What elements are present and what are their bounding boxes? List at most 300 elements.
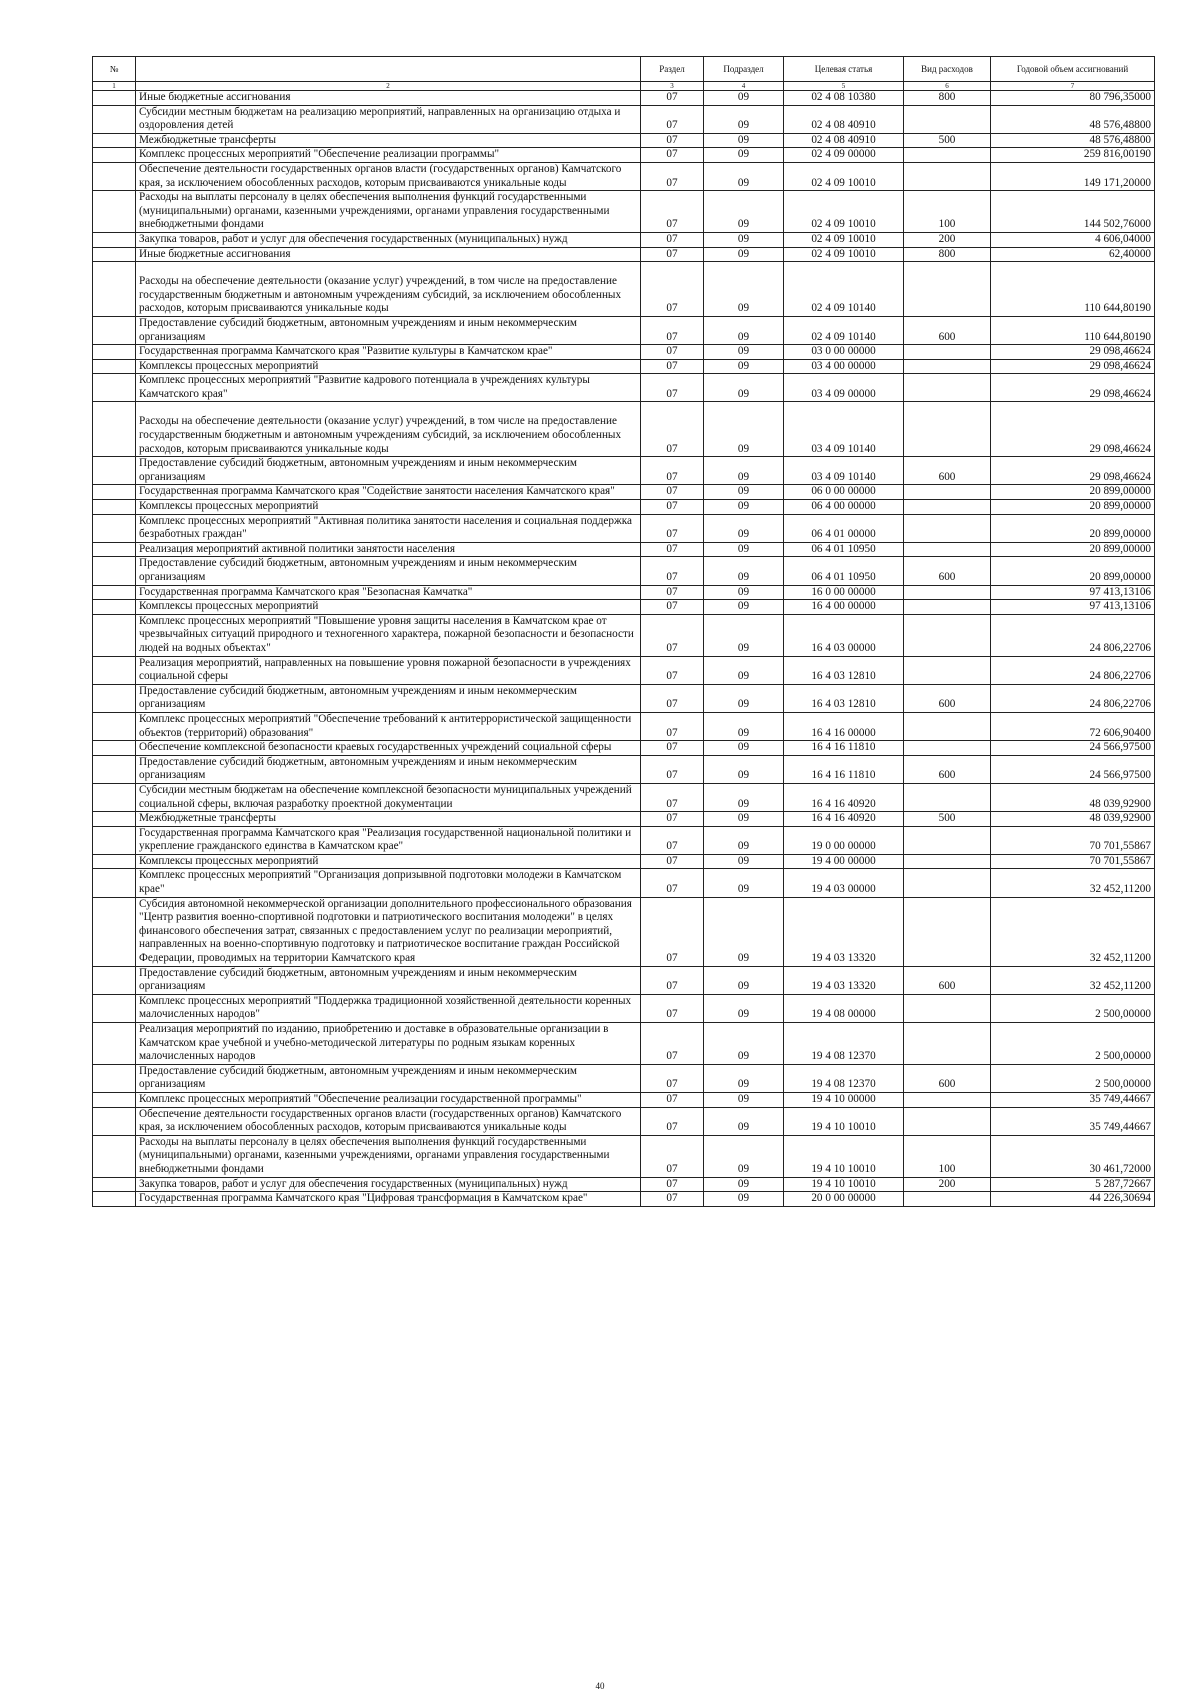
- row-subsection-cell: 09: [704, 345, 784, 360]
- row-exptype-cell: 600: [904, 316, 991, 344]
- row-name-cell: Государственная программа Камчатского края "Реализация государственной национальной политики и укрепление гражданского единства в Камчатском крае": [136, 826, 641, 854]
- row-exptype-cell: [904, 994, 991, 1022]
- row-target-cell: 19 4 08 00000: [784, 994, 904, 1022]
- row-exptype-cell: [904, 826, 991, 854]
- row-exptype-cell: [904, 1192, 991, 1207]
- row-target-cell: 19 4 03 00000: [784, 869, 904, 897]
- row-target-cell: 06 4 01 10950: [784, 542, 904, 557]
- table-header: [93, 57, 1155, 91]
- row-num-cell: [93, 500, 136, 515]
- row-name-cell: Комплекс процессных мероприятий "Организация допризывной подготовки молодежи в Камчатском крае": [136, 869, 641, 897]
- table-row: [93, 600, 1155, 615]
- row-amount-cell: 97 413,13106: [991, 600, 1155, 615]
- row-exptype-cell: [904, 585, 991, 600]
- row-target-cell: 02 4 09 10010: [784, 162, 904, 190]
- row-target-cell: 19 4 10 10010: [784, 1107, 904, 1135]
- row-exptype-cell: [904, 345, 991, 360]
- row-subsection-cell: 09: [704, 1092, 784, 1107]
- row-target-cell: 19 4 03 13320: [784, 897, 904, 966]
- page-number: 40: [595, 1681, 605, 1691]
- row-name-cell: Комплекс процессных мероприятий "Повышение уровня защиты населения в Камчатском крае от чрезвычайных ситуаций природного и техногенного характера, пожарной безопасности и безопасности людей на водных объектах": [136, 614, 641, 656]
- row-name-cell: Реализация мероприятий активной политики занятости населения: [136, 542, 641, 557]
- table-row: [93, 1107, 1155, 1135]
- row-section-cell: 07: [641, 133, 704, 148]
- row-subsection-cell: 09: [704, 374, 784, 402]
- row-name-cell: Обеспечение деятельности государственных органов власти (государственных органов) Камчатского края, за исключением обособленных расходов, которым присваиваются уникальные коды: [136, 1107, 641, 1135]
- row-amount-cell: 24 806,22706: [991, 684, 1155, 712]
- row-target-cell: 19 4 00 00000: [784, 854, 904, 869]
- row-amount-cell: 20 899,00000: [991, 557, 1155, 585]
- table-row: [93, 485, 1155, 500]
- table-row: [93, 656, 1155, 684]
- row-num-cell: [93, 262, 136, 317]
- row-section-cell: 07: [641, 826, 704, 854]
- row-name-cell: Расходы на обеспечение деятельности (оказание услуг) учреждений, в том числе на предоставление государственным бюджетным и автономным учреждениям субсидий, за исключением обособленных расходов, которым присваиваются уникальные коды: [136, 402, 641, 457]
- row-target-cell: 06 4 01 10950: [784, 557, 904, 585]
- row-num-cell: [93, 247, 136, 262]
- row-amount-cell: 32 452,11200: [991, 966, 1155, 994]
- row-amount-cell: 32 452,11200: [991, 869, 1155, 897]
- row-section-cell: 07: [641, 148, 704, 163]
- table-row: [93, 966, 1155, 994]
- row-target-cell: 03 4 09 00000: [784, 374, 904, 402]
- row-amount-cell: 144 502,76000: [991, 191, 1155, 233]
- header-section: Раздел: [641, 57, 704, 82]
- row-section-cell: 07: [641, 262, 704, 317]
- row-exptype-cell: [904, 869, 991, 897]
- table-row: [93, 1092, 1155, 1107]
- row-section-cell: 07: [641, 232, 704, 247]
- row-name-cell: Закупка товаров, работ и услуг для обеспечения государственных (муниципальных) нужд: [136, 232, 641, 247]
- table-row: [93, 897, 1155, 966]
- row-target-cell: 19 4 08 12370: [784, 1064, 904, 1092]
- header-colnum: 3: [641, 82, 704, 91]
- header-subsection: Подраздел: [704, 57, 784, 82]
- row-amount-cell: 20 899,00000: [991, 485, 1155, 500]
- row-target-cell: 02 4 09 10010: [784, 247, 904, 262]
- row-section-cell: 07: [641, 755, 704, 783]
- row-subsection-cell: 09: [704, 402, 784, 457]
- row-section-cell: 07: [641, 542, 704, 557]
- row-subsection-cell: 09: [704, 1107, 784, 1135]
- row-subsection-cell: 09: [704, 600, 784, 615]
- row-subsection-cell: 09: [704, 741, 784, 756]
- row-subsection-cell: 09: [704, 191, 784, 233]
- row-amount-cell: 72 606,90400: [991, 712, 1155, 740]
- row-num-cell: [93, 741, 136, 756]
- row-subsection-cell: 09: [704, 1192, 784, 1207]
- row-section-cell: 07: [641, 1107, 704, 1135]
- header-num: №: [93, 57, 136, 82]
- table-row: [93, 557, 1155, 585]
- row-target-cell: 02 4 08 40910: [784, 133, 904, 148]
- row-amount-cell: 29 098,46624: [991, 457, 1155, 485]
- table-row: [93, 345, 1155, 360]
- row-name-cell: Закупка товаров, работ и услуг для обеспечения государственных (муниципальных) нужд: [136, 1177, 641, 1192]
- row-amount-cell: 30 461,72000: [991, 1135, 1155, 1177]
- row-subsection-cell: 09: [704, 854, 784, 869]
- budget-table-sheet: [92, 56, 1154, 1207]
- budget-table: [92, 56, 1155, 1207]
- row-name-cell: Государственная программа Камчатского края "Цифровая трансформация в Камчатском крае": [136, 1192, 641, 1207]
- row-target-cell: 02 4 09 00000: [784, 148, 904, 163]
- row-subsection-cell: 09: [704, 585, 784, 600]
- row-target-cell: 03 4 00 00000: [784, 359, 904, 374]
- row-subsection-cell: 09: [704, 133, 784, 148]
- header-exptype: Вид расходов: [904, 57, 991, 82]
- row-amount-cell: 149 171,20000: [991, 162, 1155, 190]
- table-row: [93, 684, 1155, 712]
- row-amount-cell: 20 899,00000: [991, 514, 1155, 542]
- row-target-cell: 20 0 00 00000: [784, 1192, 904, 1207]
- row-exptype-cell: 500: [904, 812, 991, 827]
- row-target-cell: 16 4 03 12810: [784, 684, 904, 712]
- row-amount-cell: 2 500,00000: [991, 1064, 1155, 1092]
- row-section-cell: 07: [641, 500, 704, 515]
- row-num-cell: [93, 684, 136, 712]
- header-colnum: 7: [991, 82, 1155, 91]
- row-section-cell: 07: [641, 1177, 704, 1192]
- row-num-cell: [93, 1023, 136, 1065]
- row-target-cell: 02 4 09 10140: [784, 262, 904, 317]
- row-amount-cell: 29 098,46624: [991, 374, 1155, 402]
- row-subsection-cell: 09: [704, 457, 784, 485]
- row-subsection-cell: 09: [704, 656, 784, 684]
- row-name-cell: Реализация мероприятий, направленных на повышение уровня пожарной безопасности в учреждениях социальной сферы: [136, 656, 641, 684]
- row-subsection-cell: 09: [704, 485, 784, 500]
- header-colnum: 2: [136, 82, 641, 91]
- row-num-cell: [93, 485, 136, 500]
- row-exptype-cell: [904, 402, 991, 457]
- row-name-cell: Комплекс процессных мероприятий "Поддержка традиционной хозяйственной деятельности коренных малочисленных народов": [136, 994, 641, 1022]
- row-section-cell: 07: [641, 316, 704, 344]
- row-section-cell: 07: [641, 1135, 704, 1177]
- row-section-cell: 07: [641, 345, 704, 360]
- row-name-cell: Иные бюджетные ассигнования: [136, 91, 641, 106]
- row-num-cell: [93, 712, 136, 740]
- row-amount-cell: 48 039,92900: [991, 783, 1155, 811]
- row-name-cell: Расходы на обеспечение деятельности (оказание услуг) учреждений, в том числе на предоставление государственным бюджетным и автономным учреждениям субсидий, за исключением обособленных расходов, которым присваиваются уникальные коды: [136, 262, 641, 317]
- row-target-cell: 16 4 16 00000: [784, 712, 904, 740]
- row-exptype-cell: 100: [904, 191, 991, 233]
- row-subsection-cell: 09: [704, 897, 784, 966]
- row-subsection-cell: 09: [704, 557, 784, 585]
- row-subsection-cell: 09: [704, 542, 784, 557]
- row-exptype-cell: 600: [904, 457, 991, 485]
- row-subsection-cell: 09: [704, 148, 784, 163]
- row-num-cell: [93, 402, 136, 457]
- row-subsection-cell: 09: [704, 105, 784, 133]
- row-name-cell: Комплексы процессных мероприятий: [136, 500, 641, 515]
- row-num-cell: [93, 897, 136, 966]
- row-name-cell: Государственная программа Камчатского края "Развитие культуры в Камчатском крае": [136, 345, 641, 360]
- row-amount-cell: 35 749,44667: [991, 1092, 1155, 1107]
- row-num-cell: [93, 1092, 136, 1107]
- row-section-cell: 07: [641, 162, 704, 190]
- row-num-cell: [93, 1135, 136, 1177]
- row-num-cell: [93, 812, 136, 827]
- row-num-cell: [93, 614, 136, 656]
- row-amount-cell: 110 644,80190: [991, 262, 1155, 317]
- row-num-cell: [93, 457, 136, 485]
- row-exptype-cell: 100: [904, 1135, 991, 1177]
- row-num-cell: [93, 869, 136, 897]
- row-exptype-cell: [904, 897, 991, 966]
- row-num-cell: [93, 994, 136, 1022]
- row-section-cell: 07: [641, 402, 704, 457]
- table-row: [93, 500, 1155, 515]
- row-section-cell: 07: [641, 91, 704, 106]
- row-num-cell: [93, 345, 136, 360]
- row-section-cell: 07: [641, 105, 704, 133]
- row-subsection-cell: 09: [704, 91, 784, 106]
- row-name-cell: Комплекс процессных мероприятий "Обеспечение требований к антитеррористической защищенности объектов (территорий) образования": [136, 712, 641, 740]
- row-section-cell: 07: [641, 869, 704, 897]
- row-name-cell: Комплекс процессных мероприятий "Обеспечение реализации программы": [136, 148, 641, 163]
- table-row: [93, 316, 1155, 344]
- row-num-cell: [93, 826, 136, 854]
- header-colnum: 5: [784, 82, 904, 91]
- row-num-cell: [93, 1177, 136, 1192]
- table-row: [93, 162, 1155, 190]
- row-subsection-cell: 09: [704, 755, 784, 783]
- table-row: [93, 812, 1155, 827]
- row-subsection-cell: 09: [704, 826, 784, 854]
- table-row: [93, 1064, 1155, 1092]
- row-name-cell: Межбюджетные трансферты: [136, 812, 641, 827]
- row-section-cell: 07: [641, 514, 704, 542]
- row-num-cell: [93, 374, 136, 402]
- row-exptype-cell: [904, 262, 991, 317]
- row-section-cell: 07: [641, 191, 704, 233]
- row-name-cell: Реализация мероприятий по изданию, приобретению и доставке в образовательные организации в Камчатском крае учебной и учебно-методической литературы по родным языкам коренных малочисленных народов: [136, 1023, 641, 1065]
- row-amount-cell: 70 701,55867: [991, 826, 1155, 854]
- row-name-cell: Государственная программа Камчатского края "Содействие занятости населения Камчатского края": [136, 485, 641, 500]
- row-num-cell: [93, 755, 136, 783]
- row-target-cell: 02 4 09 10140: [784, 316, 904, 344]
- row-exptype-cell: [904, 162, 991, 190]
- header-colnum: 1: [93, 82, 136, 91]
- row-target-cell: 02 4 09 10010: [784, 191, 904, 233]
- row-amount-cell: 24 566,97500: [991, 741, 1155, 756]
- row-num-cell: [93, 656, 136, 684]
- row-name-cell: Комплекс процессных мероприятий "Развитие кадрового потенциала в учреждениях культуры Камчатского края": [136, 374, 641, 402]
- row-target-cell: 02 4 08 10380: [784, 91, 904, 106]
- row-section-cell: 07: [641, 966, 704, 994]
- row-amount-cell: 29 098,46624: [991, 345, 1155, 360]
- row-exptype-cell: [904, 712, 991, 740]
- header-name: [136, 57, 641, 82]
- row-subsection-cell: 09: [704, 1135, 784, 1177]
- row-amount-cell: 4 606,04000: [991, 232, 1155, 247]
- row-subsection-cell: 09: [704, 994, 784, 1022]
- row-amount-cell: 97 413,13106: [991, 585, 1155, 600]
- table-row: [93, 191, 1155, 233]
- row-amount-cell: 29 098,46624: [991, 402, 1155, 457]
- row-exptype-cell: 800: [904, 91, 991, 106]
- row-target-cell: 06 0 00 00000: [784, 485, 904, 500]
- table-row: [93, 91, 1155, 106]
- row-target-cell: 16 4 16 11810: [784, 741, 904, 756]
- row-target-cell: 16 0 00 00000: [784, 585, 904, 600]
- row-exptype-cell: [904, 514, 991, 542]
- row-subsection-cell: 09: [704, 316, 784, 344]
- row-subsection-cell: 09: [704, 232, 784, 247]
- row-name-cell: Государственная программа Камчатского края "Безопасная Камчатка": [136, 585, 641, 600]
- table-row: [93, 1135, 1155, 1177]
- row-subsection-cell: 09: [704, 684, 784, 712]
- row-num-cell: [93, 148, 136, 163]
- row-amount-cell: 80 796,35000: [991, 91, 1155, 106]
- row-section-cell: 07: [641, 994, 704, 1022]
- row-section-cell: 07: [641, 741, 704, 756]
- row-name-cell: Предоставление субсидий бюджетным, автономным учреждениям и иным некоммерческим организациям: [136, 1064, 641, 1092]
- row-exptype-cell: [904, 105, 991, 133]
- table-row: [93, 359, 1155, 374]
- row-target-cell: 19 4 10 10010: [784, 1135, 904, 1177]
- table-row: [93, 232, 1155, 247]
- row-section-cell: 07: [641, 783, 704, 811]
- table-row: [93, 783, 1155, 811]
- row-num-cell: [93, 854, 136, 869]
- row-name-cell: Комплексы процессных мероприятий: [136, 359, 641, 374]
- row-section-cell: 07: [641, 585, 704, 600]
- table-row: [93, 105, 1155, 133]
- table-row: [93, 262, 1155, 317]
- row-subsection-cell: 09: [704, 262, 784, 317]
- row-exptype-cell: [904, 359, 991, 374]
- row-amount-cell: 70 701,55867: [991, 854, 1155, 869]
- row-num-cell: [93, 1192, 136, 1207]
- row-amount-cell: 5 287,72667: [991, 1177, 1155, 1192]
- row-amount-cell: 24 806,22706: [991, 614, 1155, 656]
- row-subsection-cell: 09: [704, 966, 784, 994]
- row-num-cell: [93, 514, 136, 542]
- table-row: [93, 712, 1155, 740]
- row-name-cell: Обеспечение деятельности государственных органов власти (государственных органов) Камчатского края, за исключением обособленных расходов, которым присваиваются уникальные коды: [136, 162, 641, 190]
- row-amount-cell: 48 576,48800: [991, 105, 1155, 133]
- row-section-cell: 07: [641, 1023, 704, 1065]
- row-name-cell: Межбюджетные трансферты: [136, 133, 641, 148]
- row-amount-cell: 259 816,00190: [991, 148, 1155, 163]
- row-exptype-cell: 600: [904, 557, 991, 585]
- row-section-cell: 07: [641, 1092, 704, 1107]
- table-row: [93, 1177, 1155, 1192]
- row-exptype-cell: [904, 1023, 991, 1065]
- row-target-cell: 16 4 16 40920: [784, 812, 904, 827]
- row-subsection-cell: 09: [704, 247, 784, 262]
- row-target-cell: 19 4 03 13320: [784, 966, 904, 994]
- row-section-cell: 07: [641, 600, 704, 615]
- row-name-cell: Комплекс процессных мероприятий "Обеспечение реализации государственной программы": [136, 1092, 641, 1107]
- header-colnum: 6: [904, 82, 991, 91]
- row-section-cell: 07: [641, 457, 704, 485]
- row-exptype-cell: [904, 374, 991, 402]
- row-num-cell: [93, 91, 136, 106]
- table-row: [93, 1192, 1155, 1207]
- row-num-cell: [93, 783, 136, 811]
- row-name-cell: Предоставление субсидий бюджетным, автономным учреждениям и иным некоммерческим организациям: [136, 316, 641, 344]
- row-num-cell: [93, 105, 136, 133]
- row-num-cell: [93, 966, 136, 994]
- row-exptype-cell: [904, 656, 991, 684]
- table-row: [93, 148, 1155, 163]
- row-subsection-cell: 09: [704, 1023, 784, 1065]
- table-row: [93, 1023, 1155, 1065]
- row-section-cell: 07: [641, 684, 704, 712]
- row-target-cell: 19 0 00 00000: [784, 826, 904, 854]
- row-exptype-cell: [904, 148, 991, 163]
- row-target-cell: 03 4 09 10140: [784, 457, 904, 485]
- row-target-cell: 16 4 16 11810: [784, 755, 904, 783]
- table-row: [93, 826, 1155, 854]
- row-subsection-cell: 09: [704, 712, 784, 740]
- row-amount-cell: 35 749,44667: [991, 1107, 1155, 1135]
- row-amount-cell: 62,40000: [991, 247, 1155, 262]
- row-name-cell: Комплекс процессных мероприятий "Активная политика занятости населения и социальная поддержка безработных граждан": [136, 514, 641, 542]
- table-row: [93, 854, 1155, 869]
- row-exptype-cell: [904, 854, 991, 869]
- row-exptype-cell: 200: [904, 1177, 991, 1192]
- row-name-cell: Комплексы процессных мероприятий: [136, 854, 641, 869]
- row-subsection-cell: 09: [704, 783, 784, 811]
- table-row: [93, 614, 1155, 656]
- row-section-cell: 07: [641, 656, 704, 684]
- row-exptype-cell: [904, 741, 991, 756]
- row-subsection-cell: 09: [704, 869, 784, 897]
- row-exptype-cell: 600: [904, 1064, 991, 1092]
- row-subsection-cell: 09: [704, 359, 784, 374]
- row-target-cell: 16 4 03 12810: [784, 656, 904, 684]
- row-amount-cell: 2 500,00000: [991, 1023, 1155, 1065]
- row-section-cell: 07: [641, 614, 704, 656]
- table-row: [93, 585, 1155, 600]
- row-exptype-cell: [904, 542, 991, 557]
- row-section-cell: 07: [641, 712, 704, 740]
- row-name-cell: Предоставление субсидий бюджетным, автономным учреждениям и иным некоммерческим организациям: [136, 966, 641, 994]
- row-amount-cell: 29 098,46624: [991, 359, 1155, 374]
- row-exptype-cell: [904, 600, 991, 615]
- row-amount-cell: 44 226,30694: [991, 1192, 1155, 1207]
- row-exptype-cell: 800: [904, 247, 991, 262]
- row-target-cell: 03 0 00 00000: [784, 345, 904, 360]
- row-amount-cell: 48 576,48800: [991, 133, 1155, 148]
- row-section-cell: 07: [641, 854, 704, 869]
- row-name-cell: Субсидия автономной некоммерческой организации дополнительного профессионального образования "Центр развития военно-спортивной подготовки и патриотического воспитания молодежи" в целях финансового обеспечения затрат, связанных с предоставлением услуг по реализации мероприятий, направленных на военно-спортивную подготовку и патриотическое воспитание граждан Российской Федерации, проводимых на территории Камчатского края: [136, 897, 641, 966]
- row-amount-cell: 110 644,80190: [991, 316, 1155, 344]
- row-target-cell: 06 4 01 00000: [784, 514, 904, 542]
- row-exptype-cell: 600: [904, 684, 991, 712]
- table-row: [93, 994, 1155, 1022]
- header-colnum: 4: [704, 82, 784, 91]
- row-num-cell: [93, 359, 136, 374]
- row-name-cell: Расходы на выплаты персоналу в целях обеспечения выполнения функций государственными (муниципальными) органами, казенными учреждениями, органами управления государственными внебюджетными фондами: [136, 1135, 641, 1177]
- row-subsection-cell: 09: [704, 162, 784, 190]
- row-num-cell: [93, 557, 136, 585]
- row-target-cell: 16 4 03 00000: [784, 614, 904, 656]
- row-num-cell: [93, 191, 136, 233]
- row-name-cell: Иные бюджетные ассигнования: [136, 247, 641, 262]
- row-section-cell: 07: [641, 374, 704, 402]
- row-name-cell: Предоставление субсидий бюджетным, автономным учреждениям и иным некоммерческим организациям: [136, 755, 641, 783]
- row-section-cell: 07: [641, 897, 704, 966]
- row-num-cell: [93, 1064, 136, 1092]
- row-amount-cell: 20 899,00000: [991, 500, 1155, 515]
- table-body: [93, 91, 1155, 1207]
- row-num-cell: [93, 232, 136, 247]
- row-name-cell: Комплексы процессных мероприятий: [136, 600, 641, 615]
- row-exptype-cell: [904, 1092, 991, 1107]
